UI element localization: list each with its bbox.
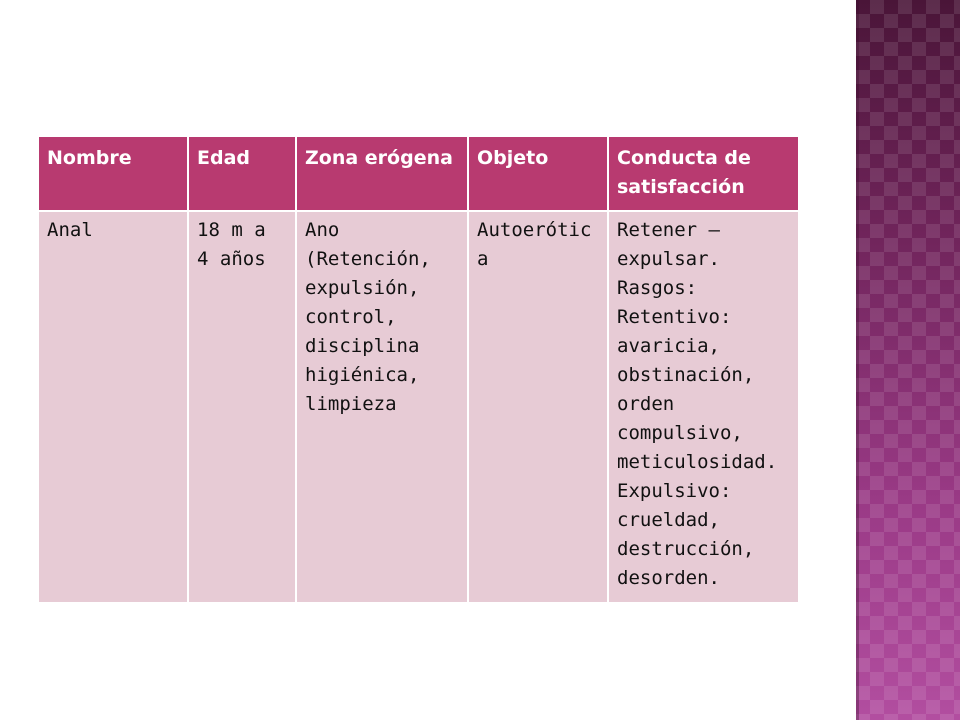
header-objeto: Objeto xyxy=(468,136,608,211)
cell-zona-erogena xyxy=(296,211,468,603)
cell-edad xyxy=(188,211,296,603)
cell-objeto-text: Autoerótic a xyxy=(477,219,592,270)
cell-edad-text: 18 m a 4 años xyxy=(197,219,266,270)
cell-zona-erogena-text: Ano (Retención, expulsión, control, disciplina higiénica, limpieza xyxy=(305,219,431,415)
header-edad: Edad xyxy=(188,136,296,211)
table-header-row xyxy=(38,136,799,211)
cell-nombre xyxy=(38,211,188,603)
table-row xyxy=(38,211,799,603)
header-zona-erogena: Zona erógena xyxy=(296,136,468,211)
side-band-edge xyxy=(856,0,859,720)
psychosexual-stage-table xyxy=(37,135,800,604)
cell-conducta xyxy=(608,211,799,603)
decorative-side-band xyxy=(856,0,960,720)
cell-objeto xyxy=(468,211,608,603)
cell-conducta-text: Retener – expulsar. Rasgos: Retentivo: avaricia, obstinación, orden compulsivo, meticulosidad. Expulsivo: crueldad, destrucción, desorden. xyxy=(617,219,778,589)
header-nombre: Nombre xyxy=(38,136,188,211)
cell-nombre-text: Anal xyxy=(47,219,93,241)
header-conducta: Conducta de satisfacción xyxy=(608,136,799,211)
